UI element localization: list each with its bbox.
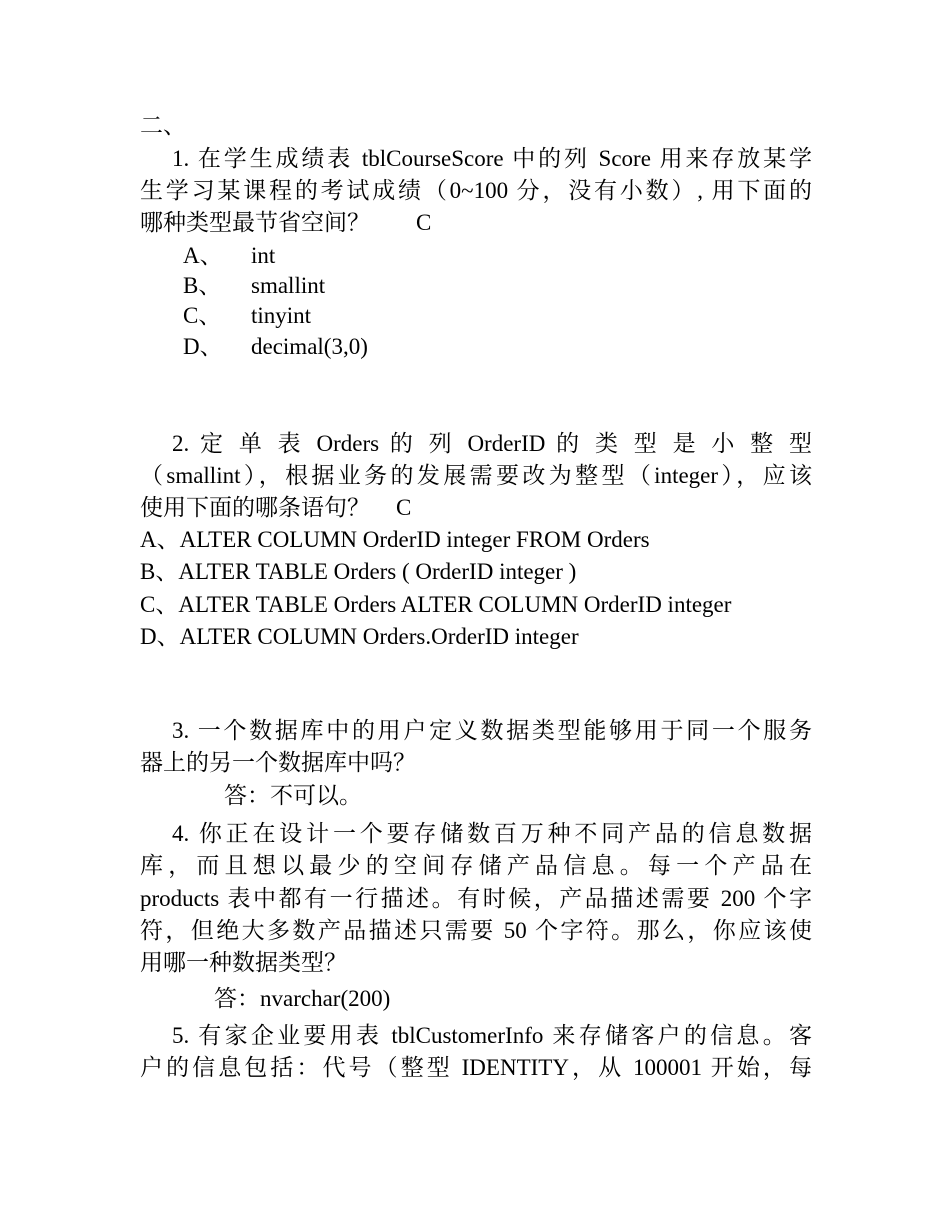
q1-line-3 <box>140 207 812 239</box>
q3-answer: 答：不可以。 <box>224 783 362 808</box>
option-text: tinyint <box>251 303 312 328</box>
section-heading: 二、 <box>140 113 186 138</box>
q2-option-d: D、ALTER COLUMN Orders.OrderID integer <box>140 624 579 649</box>
q1-question-text: 哪种类型最节省空间？ <box>140 210 370 235</box>
option-label: C、 <box>183 303 222 328</box>
option-text: decimal(3,0) <box>251 334 368 359</box>
q2-option-b: B、ALTER TABLE Orders ( OrderID integer ) <box>140 559 577 584</box>
q4-line-3: products 表中都有一行描述。有时候，产品描述需要 200 个字 <box>140 886 812 911</box>
option-text: int <box>251 243 276 268</box>
option-label: D、 <box>183 334 223 359</box>
q1-option-d <box>183 331 483 363</box>
q1-line-1: 1. 在学生成绩表 tblCourseScore 中的列 Score 用来存放某学 <box>172 146 812 171</box>
q1-option-c <box>183 300 483 332</box>
q1-option-a <box>183 240 483 272</box>
option-text: smallint <box>251 273 326 298</box>
option-label: A、 <box>183 243 223 268</box>
q3-line-1: 3. 一个数据库中的用户定义数据类型能够用于同一个服务 <box>172 718 812 743</box>
q4-line-5: 用哪一种数据类型？ <box>140 950 347 975</box>
q5-line-2: 户的信息包括：代号（整型 IDENTITY，从 100001 开始，每 <box>140 1055 812 1080</box>
q1-option-b <box>183 270 483 302</box>
q4-line-4: 符，但绝大多数产品描述只需要 50 个字符。那么，你应该使 <box>140 918 812 943</box>
q5-line-1: 5. 有家企业要用表 tblCustomerInfo 来存储客户的信息。客 <box>172 1023 812 1048</box>
q2-question-text: 使用下面的哪条语句？ <box>140 495 370 520</box>
q4-line-2: 库，而且想以最少的空间存储产品信息。每一个产品在 <box>140 853 812 878</box>
q2-line-3 <box>140 492 812 524</box>
q2-line-1: 2. 定 单 表 Orders 的 列 OrderID 的 类 型 是 小 整 型 <box>172 431 812 456</box>
q3-line-2: 器上的另一个数据库中吗？ <box>140 750 416 775</box>
q2-answer: C <box>396 495 412 520</box>
q1-line-2: 生学习某课程的考试成绩（0~100 分，没有小数）, 用下面的 <box>140 178 812 203</box>
q4-line-1: 4. 你正在设计一个要存储数百万种不同产品的信息数据 <box>172 821 812 846</box>
q4-answer: 答：nvarchar(200) <box>214 986 391 1011</box>
option-label: B、 <box>183 273 222 298</box>
q2-option-a: A、ALTER COLUMN OrderID integer FROM Orders <box>140 527 650 552</box>
q1-answer: C <box>416 210 432 235</box>
q2-option-c: C、ALTER TABLE Orders ALTER COLUMN OrderID integer <box>140 592 732 617</box>
q2-line-2: （smallint），根据业务的发展需要改为整型（integer），应该 <box>140 463 812 488</box>
